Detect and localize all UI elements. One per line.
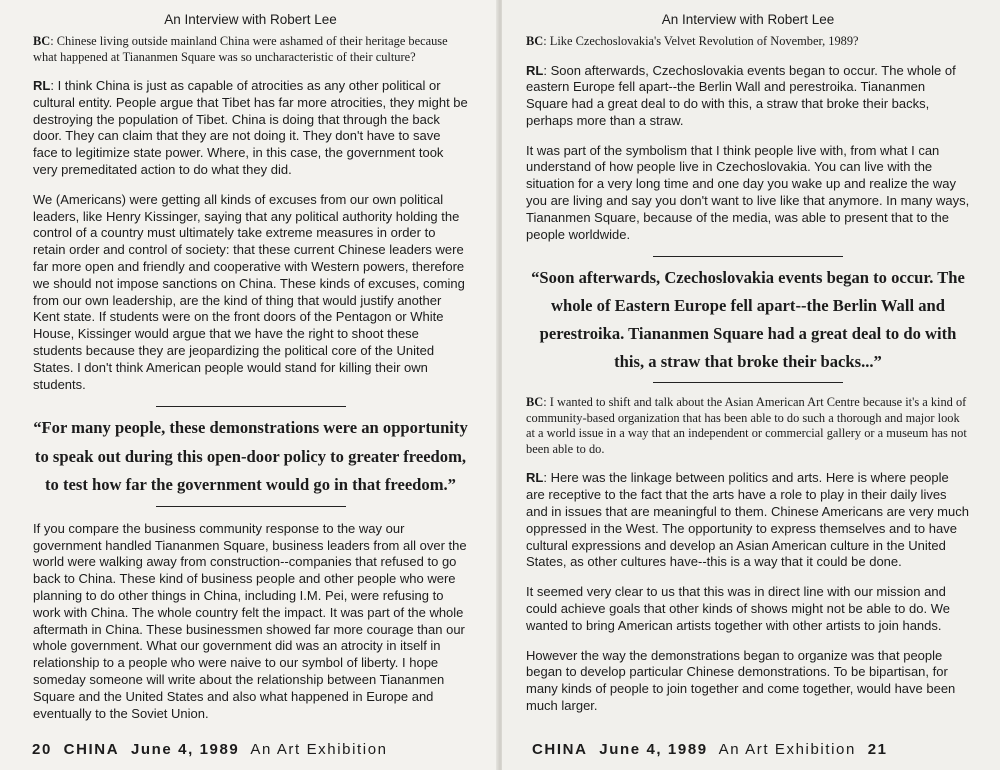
footer-china: CHINA bbox=[63, 741, 120, 758]
paragraph-1: It was part of the symbolism that I think people live with, from what I can understand of how people live in Czechoslovakia. You can live with the situation for a very long time and one day you wake up and realize the way you are living and say you don't want to live like that anymore. In many ways, Tiananmen Square, because of the media, was able to present that to the people worldwide. bbox=[526, 142, 970, 242]
answer-rl-1 bbox=[526, 63, 970, 130]
speaker-label: BC bbox=[526, 34, 544, 48]
speaker-label: RL bbox=[526, 62, 544, 78]
page-footer-left bbox=[32, 741, 394, 758]
answer-text: : Soon afterwards, Czechoslovakia events began to occur. The whole of eastern Europe fell apart--the Berlin Wall and perestroika. Tiananmen Square had a great deal to do with this, a straw that broke their backs, perhaps more than a straw. bbox=[526, 62, 956, 128]
pull-quote: “Soon afterwards, Czechoslovakia events began to occur. The whole of Eastern Europe fell apart--the Berlin Wall and perestroika. Tiananmen Square had a great deal to do with this, a straw that broke their backs...” bbox=[531, 268, 965, 372]
paragraph-2: It seemed very clear to us that this was in direct line with our mission and could achieve goals that other kinds of shows might not be able to do. We wanted to bring American artists together with other artists to join hands. bbox=[526, 584, 950, 633]
footer-exhibition: An Art Exhibition bbox=[250, 741, 388, 758]
question-text: : I wanted to shift and talk about the Asian American Art Centre because it's a kind of community-based organization that has been able to do such a thorough and major look at a world issue in a way that an independent or commercial gallery or a museum has not been able to do. bbox=[526, 395, 967, 456]
footer-date: June 4, 1989 bbox=[130, 741, 240, 758]
footer-exhibition: An Art Exhibition bbox=[718, 741, 856, 758]
speaker-label: BC bbox=[33, 34, 51, 48]
answer-rl-1 bbox=[33, 78, 468, 179]
question-bc-1 bbox=[526, 34, 970, 50]
paragraph-3: However the way the demonstrations began to organize was that people began to develop particular Chinese demonstrations. To be bipartisan, for many kinds of people to join together and come together, would have been much larger. bbox=[526, 647, 956, 714]
pull-quote: “For many people, these demonstrations were an opportunity to speak out during this open-door policy to greater freedom, to test how far the government would go in that freedom.” bbox=[33, 418, 468, 495]
answer-rl-2 bbox=[526, 470, 970, 571]
answer-text: : Here was the linkage between politics and arts. Here is where people are receptive to the fact that the arts have a role to play in their daily lives and in issues that are meaningful to them. Chinese Americans are very much oppressed in the West. The opportunity to express themselves and to have cultural expressions and develop an Asian American culture in the United States, as other cultures have--this is a way that it could be done. bbox=[526, 470, 969, 570]
paragraph-2: If you compare the business community response to the way our government handled Tiananmen Square, business leaders from all over the world were walking away from construction--companies that refused to go back to China. These kind of business people and other people who were planning to do other things in China, including I.M. Pei, were refusing to work with China. The whole country felt the impact. It was part of the whole aftermath in China. These businessmen showed far more courage than our whole government. What our government did was an atrocity in itself in relationship to a people who were naive to our symbol of liberty. I hope someday someone will write about the relationship between Tiananmen Square and the United States and also what happened in Europe and eventually to the Soviet Union. bbox=[33, 520, 467, 721]
question-text: : Like Czechoslovakia's Velvet Revolution of November, 1989? bbox=[543, 34, 859, 48]
page-number: 21 bbox=[867, 741, 888, 758]
speaker-label: RL bbox=[526, 470, 544, 486]
running-head-left: An Interview with Robert Lee bbox=[164, 12, 337, 27]
speaker-label: RL bbox=[33, 78, 51, 93]
footer-china: CHINA bbox=[532, 741, 588, 758]
question-bc-2 bbox=[526, 395, 970, 457]
footer-date: June 4, 1989 bbox=[599, 741, 708, 758]
page-number: 20 bbox=[32, 741, 52, 758]
paragraph-1: We (Americans) were getting all kinds of excuses from our own political leaders, like Henry Kissinger, saying that any political authority holding the control of a country must ultimately take extreme measures in order to retain order and control of society: that these current Chinese leaders were far more open and friendly and cooperative with Western powers, therefore we should not impose sanctions on China. These kinds of excuses, coming from our own leadership, are the kind of thing that would justify another Kent state. If students were on the front doors of the Pentagon or White House, Kissinger would argue that we have the right to shoot these students because they are jeopardizing the political core of the United States. I don't think American people would stand for killing their own students. bbox=[33, 191, 465, 392]
pull-quote-rule-bottom bbox=[653, 382, 843, 383]
page-footer-right bbox=[532, 741, 894, 758]
pull-quote-rule-bottom bbox=[156, 506, 346, 507]
right-page bbox=[502, 0, 1000, 770]
pull-quote-rule-top bbox=[653, 256, 843, 257]
answer-text: : I think China is just as capable of atrocities as any other political or cultural entity. People argue that Tibet has far more atrocities, they might be destroying the population of Tibet. China is doing that through the back door. They can claim that they are not doing it. They don't have to save face to legitimize state power. Where, in this case, the government took very premeditated action to do what they did. bbox=[33, 78, 468, 177]
question-text: : Chinese living outside mainland China were ashamed of their heritage because what happened at Tiananmen Square was so uncharacteristic of their culture? bbox=[33, 34, 448, 64]
speaker-label: BC bbox=[526, 395, 544, 410]
pull-quote-rule-top bbox=[156, 406, 346, 407]
question-bc-1 bbox=[33, 34, 468, 65]
left-page bbox=[0, 0, 498, 770]
running-head-right: An Interview with Robert Lee bbox=[661, 12, 835, 27]
